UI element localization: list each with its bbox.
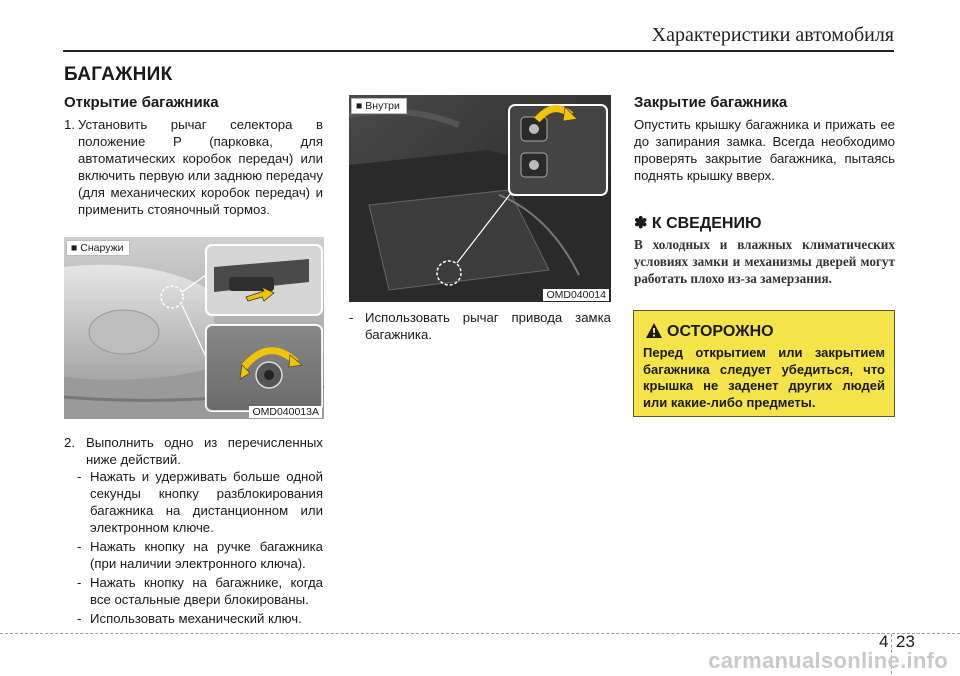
- figure-1-tag: [66, 240, 130, 256]
- step-2-number: 2.: [64, 435, 75, 450]
- closing-heading: Закрытие багажника: [634, 94, 788, 111]
- square-bullet-icon: ■: [71, 242, 78, 254]
- inside-lever-text: Использовать рычаг привода замка багажника.: [365, 310, 611, 342]
- figure-2-code: OMD040014: [543, 289, 609, 301]
- bullet-dash: -: [349, 310, 354, 325]
- step-1-number: 1.: [64, 117, 75, 132]
- inside-lever-note: [349, 309, 611, 343]
- list-item: [77, 610, 323, 627]
- notice-title-label: К СВЕДЕНИЮ: [651, 215, 762, 232]
- trunk-exterior-illustration: [64, 237, 324, 419]
- bullet-dash: -: [77, 575, 82, 590]
- option-handle-button: Нажать кнопку на ручке багажника (при наличии электронного ключа).: [90, 539, 323, 571]
- figure-2-tag-label: Внутри: [365, 100, 400, 112]
- figure-1-code: OMD040013A: [249, 406, 322, 418]
- chapter-number: 4: [879, 632, 889, 651]
- warning-title: [646, 323, 774, 341]
- list-item: [77, 468, 323, 536]
- warning-triangle-icon: [646, 323, 662, 338]
- figure-1-tag-label: Снаружи: [80, 242, 124, 254]
- step-2-text: Выполнить одно из перечисленных ниже действий.: [86, 435, 323, 467]
- trunk-inside-figure: [349, 95, 611, 302]
- step-1-text: Установить рычаг селектора в положение P (парковка, для автоматических коробок передач) или включить первую или заднюю передачу (для механических коробок передач) и применить стояночный тормоз.: [78, 117, 323, 217]
- step-2: [64, 434, 323, 468]
- bullet-dash: -: [77, 539, 82, 554]
- bullet-dash: -: [77, 469, 82, 484]
- watermark: carmanualsonline.info: [708, 648, 948, 673]
- header-rule: [63, 50, 894, 52]
- list-item: [77, 538, 323, 572]
- footer-dashed-rule: [0, 633, 960, 634]
- opening-heading: Открытие багажника: [64, 94, 219, 111]
- square-bullet-icon: ■: [356, 100, 363, 112]
- section-title: БАГАЖНИК: [64, 64, 173, 85]
- bullet-dash: -: [77, 611, 82, 626]
- notice-text: В холодных и влажных климатических условиях замки и механизмы дверей могут работать плохо из-за замерзания.: [634, 237, 895, 286]
- asterisk-icon: ✽: [634, 215, 648, 232]
- trunk-interior-illustration: [349, 95, 611, 302]
- page-number: 23: [896, 632, 915, 651]
- figure-2-tag: [351, 98, 407, 114]
- step-1: [64, 116, 323, 218]
- option-mechanical-key: Использовать механический ключ.: [90, 611, 302, 626]
- warning-box: [633, 310, 895, 417]
- option-trunk-button: Нажать кнопку на багажнике, когда все остальные двери блокированы.: [90, 575, 323, 607]
- warning-title-label: ОСТОРОЖНО: [667, 323, 774, 340]
- list-item: [77, 574, 323, 608]
- closing-text: Опустить крышку багажника и прижать ее до запирания замка. Всегда необходимо проверять закрытие багажника, пытаясь поднять крышку вверх.: [634, 117, 895, 183]
- step-2-options: [77, 468, 323, 627]
- warning-text: Перед открытием или закрытием багажника следует убедиться, что крышка не заденет других людей или какие-либо предметы.: [643, 345, 885, 410]
- chapter-header-title: Характеристики автомобиля: [651, 24, 894, 46]
- option-remote-key: Нажать и удерживать больше одной секунды кнопку разблокирования багажника на дистанционном или электронном ключе.: [90, 469, 323, 535]
- trunk-outside-figure: [64, 237, 324, 419]
- notice-title: [634, 213, 761, 233]
